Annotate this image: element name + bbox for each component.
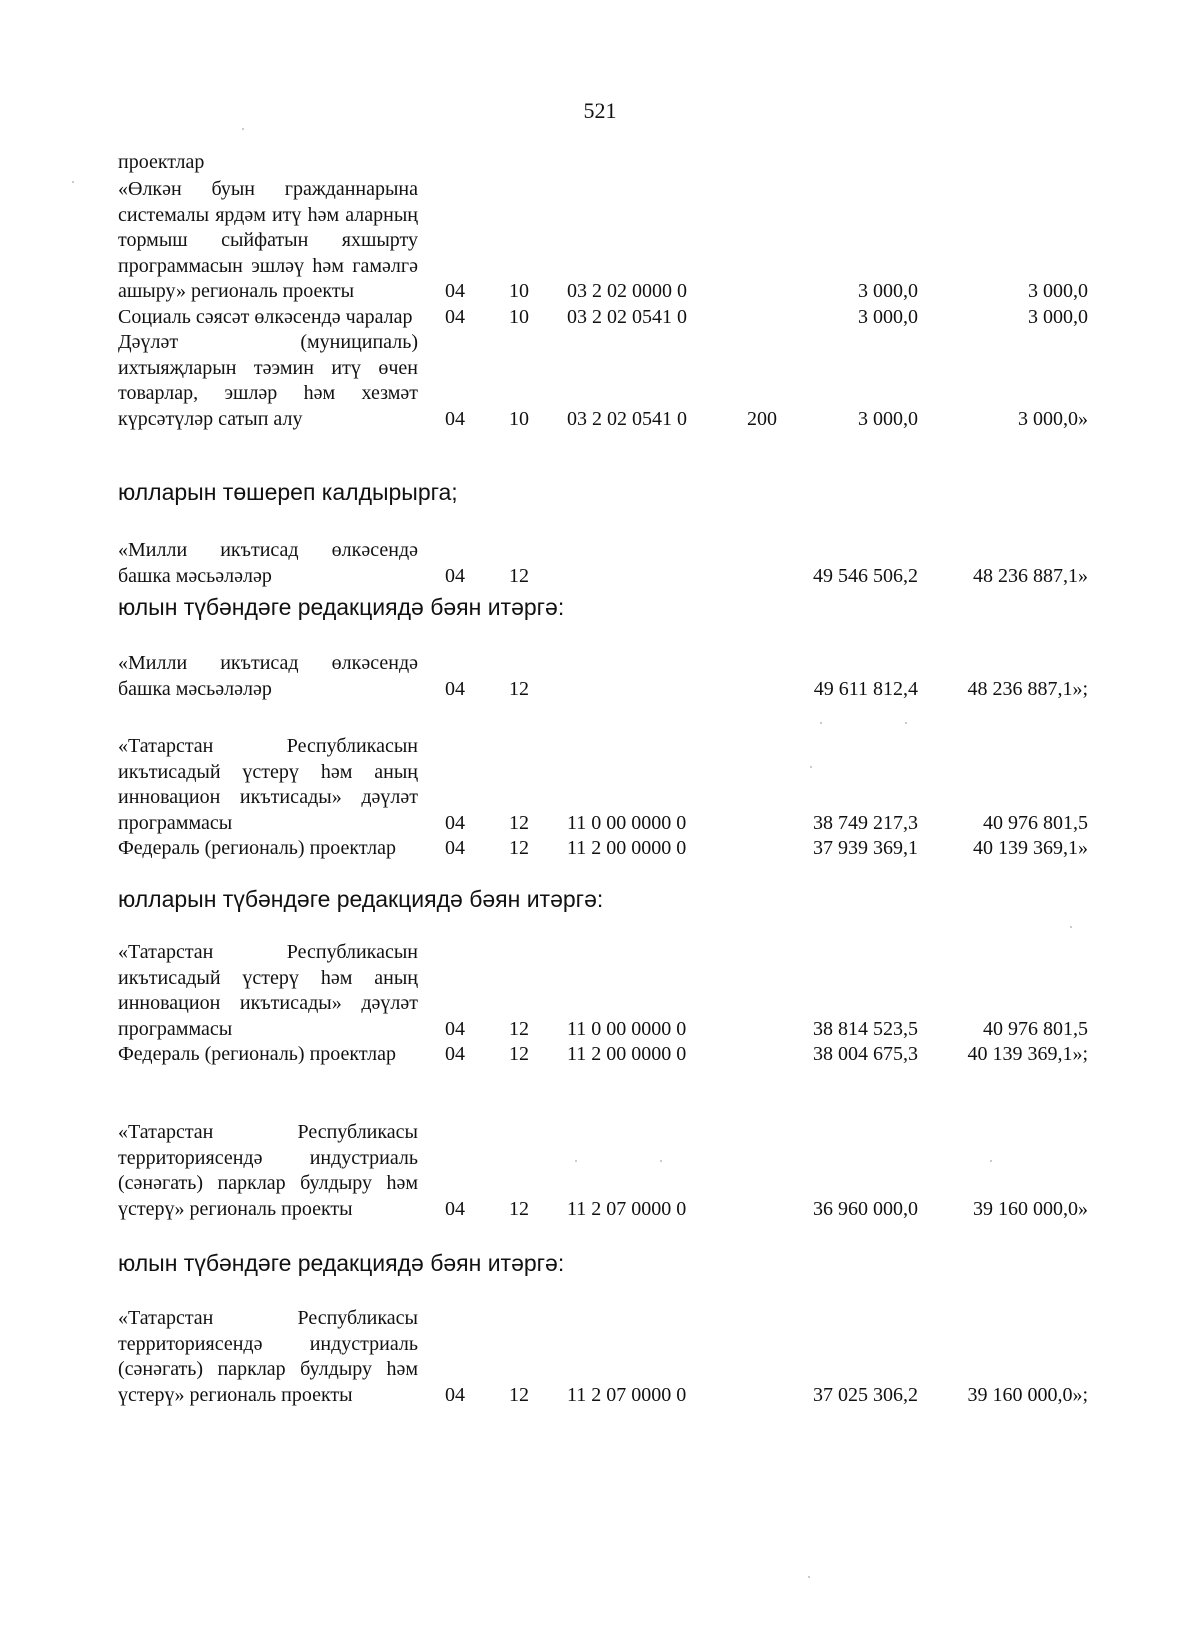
row-name: «Татарстан Республикасын икътисадый үстерү һәм аның инновацион икътисады» дәүләт программасы [118, 941, 418, 1040]
section-code: 04 [445, 564, 465, 587]
table-row [118, 836, 1128, 862]
amount-year-1: 38 814 523,5 [813, 1017, 918, 1040]
row-name: «Милли икътисад өлкәсендә башка мәсьәләләр [118, 539, 418, 587]
scan-speck [990, 1160, 992, 1162]
subsection-code: 12 [509, 564, 529, 587]
amount-year-1: 49 611 812,4 [813, 677, 918, 700]
amount-year-2: 40 139 369,1»; [967, 1043, 1088, 1065]
table-block [118, 651, 1128, 702]
section-code: 04 [445, 837, 465, 859]
section-code: 04 [445, 1017, 465, 1040]
subsection-code: 10 [509, 280, 529, 302]
amount-year-2: 48 236 887,1» [973, 564, 1088, 587]
amount-year-1: 3 000,0 [858, 280, 918, 302]
scan-speck [575, 1160, 577, 1162]
amount-year-2: 3 000,0» [1018, 407, 1088, 430]
table-block [118, 538, 1128, 589]
amount-year-1: 38 749 217,3 [813, 811, 918, 834]
expense-type-code: 200 [747, 407, 777, 430]
amendment-instruction: юлын түбәндәге редакциядә бәян итәргә: [118, 1250, 565, 1276]
scan-speck [808, 1576, 810, 1578]
continued-row-fragment: проектлар [118, 151, 205, 173]
amount-year-1: 36 960 000,0 [813, 1197, 918, 1220]
row-name: «Өлкән буын гражданнарына системалы ярдәм итү һәм аларның тормыш сыйфатын яхшырту программасын эшләү һәм гамәлгә ашыру» региональ проекты [118, 178, 418, 302]
table-row [118, 940, 1128, 1042]
table-row [118, 734, 1128, 836]
amendment-instruction: юлларын түбәндәге редакциядә бәян итәргә: [118, 886, 604, 912]
row-name: «Татарстан Республикасын икътисадый үстерү һәм аның инновацион икътисады» дәүләт программасы [118, 735, 418, 834]
amount-year-2: 39 160 000,0» [973, 1197, 1088, 1220]
subsection-code: 10 [509, 305, 529, 328]
table-row [118, 538, 1128, 589]
target-article-code: 11 0 00 0000 0 [567, 1017, 687, 1040]
scan-speck [1070, 926, 1072, 928]
table-block [118, 940, 1128, 1068]
amendment-instruction: юлларын төшереп калдырырга; [118, 479, 458, 505]
table-row [118, 1120, 1128, 1222]
scan-speck [660, 1160, 662, 1162]
row-name: Дәүләт (муниципаль) ихтыяҗларын тәэмин итү өчен товарлар, эшләр һәм хезмәт күрсәтүләр сатып алу [118, 331, 418, 430]
scan-speck [242, 128, 244, 130]
amount-year-1: 3 000,0 [858, 407, 918, 430]
scan-speck [905, 722, 907, 724]
section-code: 04 [445, 1197, 465, 1220]
table-row [118, 1306, 1128, 1408]
scan-speck [820, 722, 822, 724]
subsection-code: 12 [509, 811, 529, 834]
page-number: 521 [583, 98, 617, 123]
target-article-code: 03 2 02 0541 0 [567, 407, 687, 430]
amount-year-2: 48 236 887,1»; [967, 677, 1088, 700]
subsection-code: 12 [509, 1043, 529, 1065]
section-code: 04 [445, 280, 465, 302]
subsection-code: 10 [509, 407, 529, 430]
amount-year-1: 37 939 369,1 [813, 837, 918, 859]
target-article-code: 03 2 02 0541 0 [567, 305, 687, 328]
table-row [118, 1042, 1128, 1068]
section-code: 04 [445, 305, 465, 328]
section-code: 04 [445, 677, 465, 700]
target-article-code: 11 2 00 0000 0 [567, 1043, 687, 1065]
table-row [118, 330, 1128, 432]
amendment-instruction: юлын түбәндәге редакциядә бәян итәргә: [118, 594, 565, 620]
scan-speck [72, 181, 74, 183]
subsection-code: 12 [509, 1017, 529, 1040]
target-article-code: 11 2 07 0000 0 [567, 1197, 687, 1220]
amount-year-2: 40 976 801,5 [983, 811, 1088, 834]
row-name: Федераль (региональ) проектлар [118, 1043, 396, 1065]
table-row [118, 305, 1128, 331]
subsection-code: 12 [509, 1383, 529, 1406]
row-name: Социаль сәясәт өлкәсендә чаралар [118, 305, 413, 328]
amount-year-1: 49 546 506,2 [813, 564, 918, 587]
table-block [118, 1120, 1128, 1222]
amount-year-2: 3 000,0 [1028, 305, 1088, 328]
row-name: «Татарстан Республикасы территориясендә индустриаль (сәнәгать) парклар булдыру һәм үстерү» региональ проекты [118, 1307, 418, 1406]
table-row [118, 651, 1128, 702]
subsection-code: 12 [509, 1197, 529, 1220]
amount-year-1: 37 025 306,2 [813, 1383, 918, 1406]
row-name: Федераль (региональ) проектлар [118, 837, 396, 859]
subsection-code: 12 [509, 677, 529, 700]
section-code: 04 [445, 1043, 465, 1065]
amount-year-2: 40 139 369,1» [973, 837, 1088, 859]
section-code: 04 [445, 1383, 465, 1406]
amount-year-2: 40 976 801,5 [983, 1017, 1088, 1040]
amount-year-1: 38 004 675,3 [813, 1043, 918, 1065]
target-article-code: 03 2 02 0000 0 [567, 280, 687, 302]
subsection-code: 12 [509, 837, 529, 859]
row-name: «Милли икътисад өлкәсендә башка мәсьәләләр [118, 652, 418, 700]
table-block [118, 734, 1128, 862]
scan-speck [810, 766, 812, 768]
table-row [118, 177, 1128, 305]
target-article-code: 11 2 07 0000 0 [567, 1383, 687, 1406]
target-article-code: 11 2 00 0000 0 [567, 837, 687, 859]
section-code: 04 [445, 407, 465, 430]
table-block [118, 177, 1128, 432]
row-name: «Татарстан Республикасы территориясендә индустриаль (сәнәгать) парклар булдыру һәм үстерү» региональ проекты [118, 1121, 418, 1220]
section-code: 04 [445, 811, 465, 834]
table-block [118, 1306, 1128, 1408]
amount-year-1: 3 000,0 [858, 305, 918, 328]
amount-year-2: 39 160 000,0»; [967, 1383, 1088, 1406]
amount-year-2: 3 000,0 [1028, 280, 1088, 302]
target-article-code: 11 0 00 0000 0 [567, 811, 687, 834]
